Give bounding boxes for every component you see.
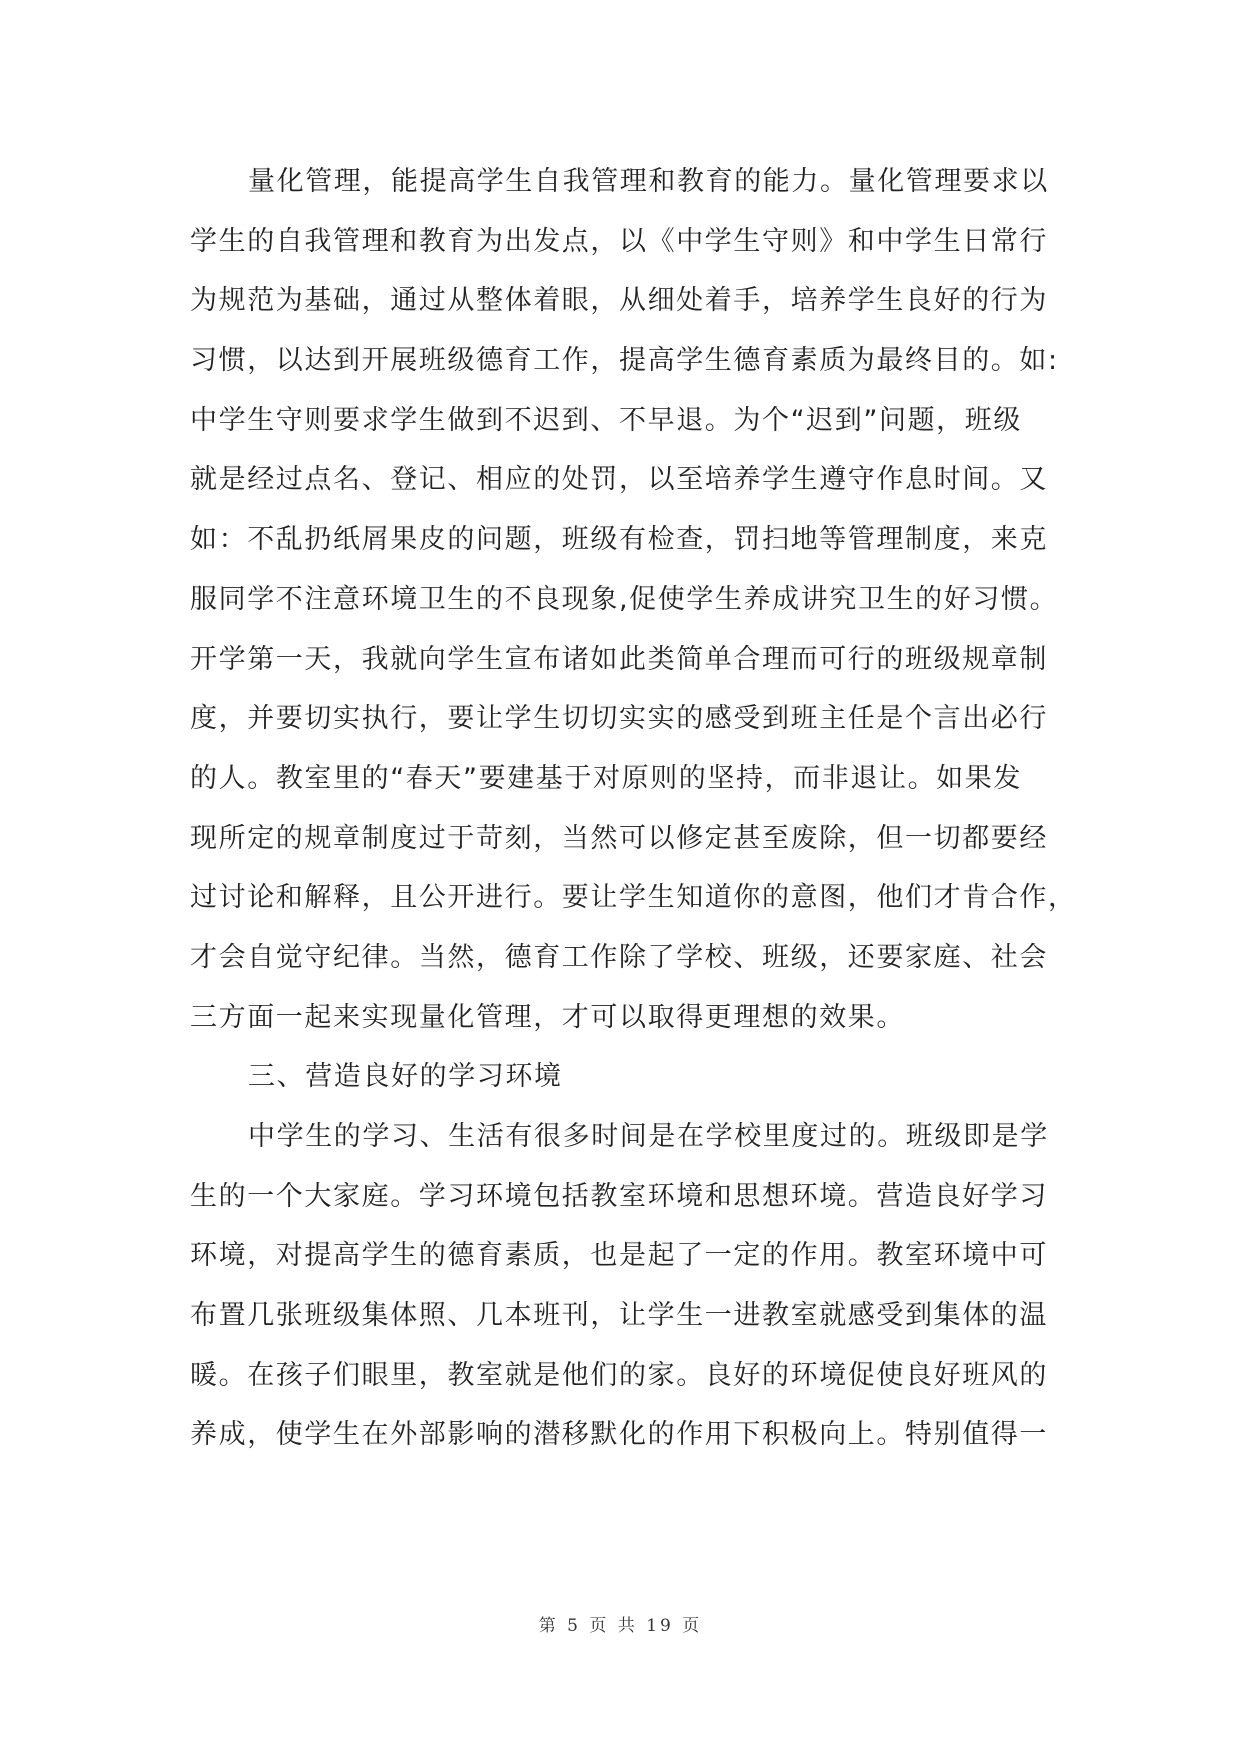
text-line: 布置几张班级集体照、几本班刊，让学生一进教室就感受到集体的温	[190, 1300, 1048, 1332]
text-line: 如：不乱扔纸屑果皮的问题，班级有检查，罚扫地等管理制度，来克	[190, 524, 1048, 556]
text-line: 服同学不注意环境卫生的不良现象,促使学生养成讲究卫生的好习惯。	[190, 583, 1059, 615]
text-line: 养成，使学生在外部影响的潜移默化的作用下积极向上。特别值得一	[190, 1419, 1048, 1451]
text-line: 的人。教室里的“春天”要建基于对原则的坚持，而非退让。如果发	[190, 762, 1022, 794]
text-line: 度，并要切实执行，要让学生切切实实的感受到班主任是个言出必行	[190, 703, 1048, 735]
text-line: 开学第一天，我就向学生宣布诸如此类简单合理而可行的班级规章制	[190, 643, 1048, 675]
text-line: 环境，对提高学生的德育素质，也是起了一定的作用。教室环境中可	[190, 1240, 1048, 1272]
text-line: 才会自觉守纪律。当然，德育工作除了学校、班级，还要家庭、社会	[190, 941, 1048, 973]
text-line: 现所定的规章制度过于苛刻，当然可以修定甚至废除，但一切都要经	[190, 822, 1048, 854]
page-footer	[0, 1611, 1241, 1636]
page-number: 第 5 页 共 19 页	[538, 1616, 703, 1636]
text-line: 学生的自我管理和教育为出发点，以《中学生守则》和中学生日常行	[190, 225, 1048, 257]
text-line: 就是经过点名、登记、相应的处罚，以至培养学生遵守作息时间。又	[190, 464, 1048, 496]
text-line: 为规范为基础，通过从整体着眼，从细处着手，培养学生良好的行为	[190, 285, 1048, 317]
body-text	[190, 152, 1077, 1465]
text-line: 暖。在孩子们眼里，教室就是他们的家。良好的环境促使良好班风的	[190, 1359, 1048, 1391]
text-line: 三方面一起来实现量化管理，才可以取得更理想的效果。	[190, 1001, 905, 1033]
text-line: 习惯，以达到开展班级德育工作，提高学生德育素质为最终目的。如:	[190, 345, 1059, 377]
text-line: 生的一个大家庭。学习环境包括教室环境和思想环境。营造良好学习	[190, 1180, 1048, 1212]
text-line: 中学生守则要求学生做到不迟到、不早退。为个“迟到”问题，班级	[190, 404, 1022, 436]
text-line: 中学生的学习、生活有很多时间是在学校里度过的。班级即是学	[248, 1121, 1049, 1152]
text-line: 过讨论和解释，且公开进行。要让学生知道你的意图，他们才肯合作，	[190, 882, 1077, 914]
section-heading: 三、营造良好的学习环境	[248, 1061, 563, 1093]
text-line: 量化管理，能提高学生自我管理和教育的能力。量化管理要求以	[248, 166, 1049, 197]
